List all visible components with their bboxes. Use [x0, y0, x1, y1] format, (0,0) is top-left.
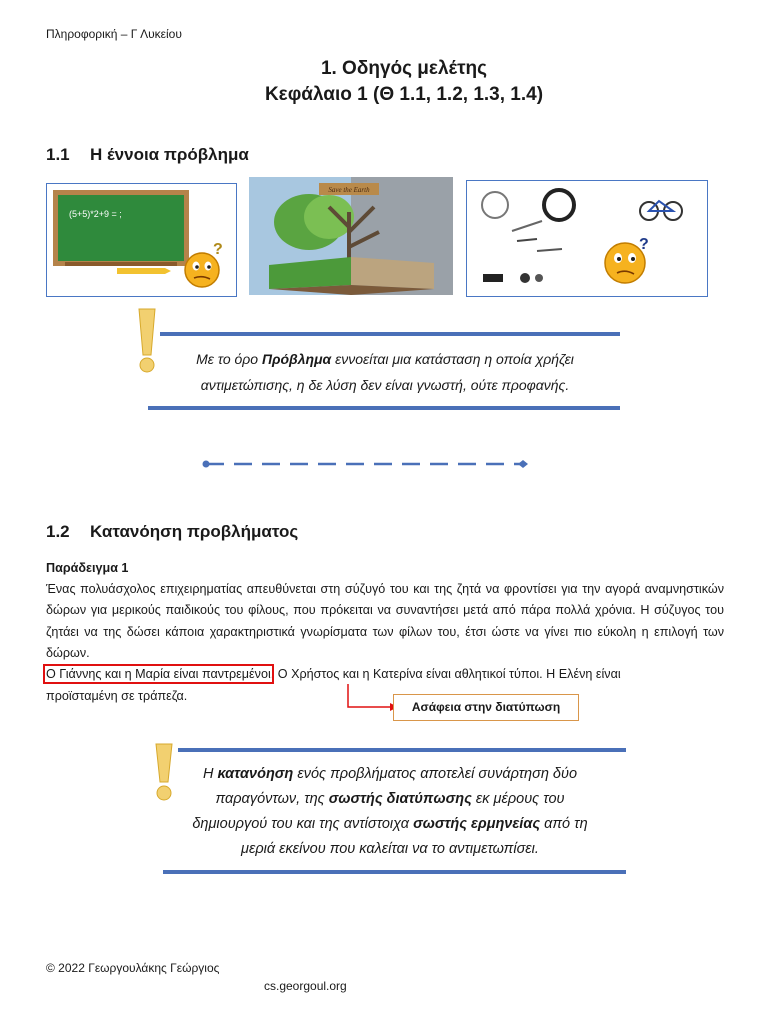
highlighted-phrase: Ο Γιάννης και η Μαρία είναι παντρεμένοι	[46, 667, 271, 681]
understanding-callout: Η κατανόηση ενός προβλήματος αποτελεί συνάρτηση δύο παραγόντων, της σωστής διατύπωσης εκ μέρους του δημιουργού του και της αντίστοιχα σωστής ερμηνείας από τη μεριά εκείνου που καλείται να το αντιμετωπίσει.	[192, 766, 588, 857]
dashed-divider	[200, 457, 530, 469]
section-heading-1-1	[46, 145, 249, 165]
svg-text:?: ?	[213, 241, 223, 258]
ambiguity-annotation-box: Ασάφεια στην διατύπωση	[393, 694, 579, 721]
callout-top-line	[178, 748, 626, 752]
example-title: Παράδειγμα 1	[46, 561, 129, 575]
footer-site-link[interactable]: cs.georgoul.org	[264, 979, 347, 993]
earth-tree-image	[249, 177, 453, 295]
example-line-5: προϊσταμένη σε τράπεζα.	[46, 689, 188, 703]
svg-text:?: ?	[639, 236, 649, 253]
bicycle-parts-image	[466, 180, 708, 297]
section-heading-1-2	[46, 522, 298, 542]
section-title: Η έννοια πρόβλημα	[90, 145, 249, 164]
callout-bottom-line	[148, 406, 620, 410]
section-title: Κατανόηση προβλήματος	[90, 522, 299, 541]
page-header: Πληροφορική – Γ Λυκείου	[46, 27, 182, 41]
section-number: 1.1	[46, 145, 70, 164]
tree-sign-text: Save the Earth	[328, 186, 370, 194]
page-title	[0, 56, 768, 108]
callout-top-line	[160, 332, 620, 336]
blackboard-image	[46, 183, 237, 297]
annotation-arrow	[340, 684, 400, 714]
example-paragraph: Ένας πολυάσχολος επιχειρηματίας απευθύνεται στη σύζυγό του και της ζητά να φροντίσει για την αγορά αναμνηστικών δώρων για μερικούς παιδικούς του φίλους, που πρόκειται να συναντήσει μετά από πάρα πολλά χρόνια. Η σύζυγος του ζητάει να της δώσει κάποια χαρακτηριστικά γνωρίσματα των φίλων του, έτσι ώστε να γίνει πιο εύκολη η επιλογή των δώρων.	[46, 582, 724, 660]
example-line-4: Ο Γιάννης και η Μαρία είναι παντρεμένοι. Ο Χρήστος και η Κατερίνα είναι αθλητικοί τύποι. Η Ελένη είναι	[46, 667, 621, 681]
problem-definition-callout: Με το όρο Πρόβλημα εννοείται μια κατάσταση η οποία χρήζει αντιμετώπισης, η δε λύση δεν είναι γνωστή, ούτε προφανής.	[196, 351, 574, 393]
section-number: 1.2	[46, 522, 70, 541]
callout-bottom-line	[163, 870, 626, 874]
title-line-2: Κεφάλαιο 1 (Θ 1.1, 1.2, 1.3, 1.4)	[264, 84, 544, 105]
footer-copyright: © 2022 Γεωργουλάκης Γεώργιος	[46, 961, 220, 975]
title-line-1: 1. Οδηγός μελέτης	[320, 58, 488, 79]
blackboard-text: (5+5)*2+9 = ;	[69, 209, 122, 219]
term-problem: Πρόβλημα	[261, 351, 332, 367]
